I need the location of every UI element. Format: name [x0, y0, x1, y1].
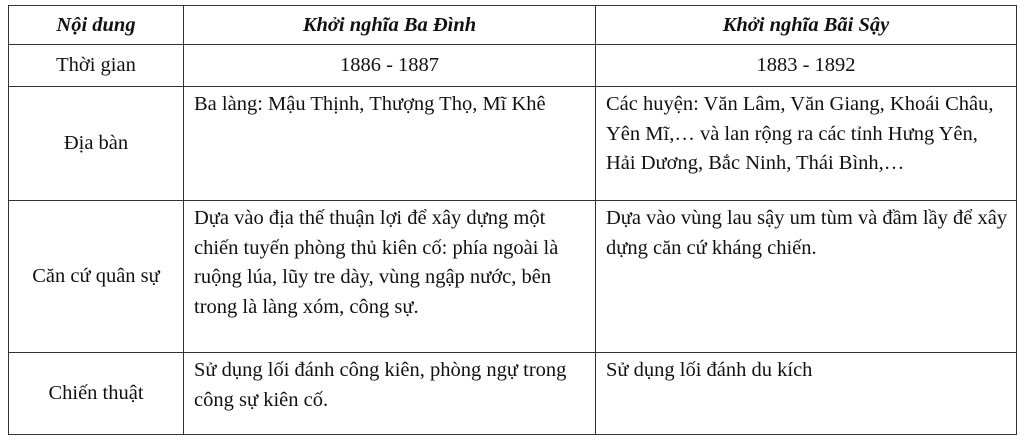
- header-row: [9, 6, 1017, 45]
- comparison-table: [8, 5, 1017, 435]
- row-label-tactics: Chiến thuật: [9, 353, 184, 435]
- cell-ba-dinh-tactics: Sử dụng lối đánh công kiên, phòng ngự trong công sự kiên cố.: [184, 353, 596, 435]
- cell-bai-say-time: 1883 - 1892: [596, 45, 1017, 87]
- cell-bai-say-tactics: Sử dụng lối đánh du kích: [596, 353, 1017, 435]
- table-row: [9, 45, 1017, 87]
- header-bai-say: Khởi nghĩa Bãi Sậy: [596, 6, 1017, 45]
- cell-ba-dinh-area: Ba làng: Mậu Thịnh, Thượng Thọ, Mĩ Khê: [184, 87, 596, 201]
- header-content: Nội dung: [9, 6, 184, 45]
- row-label-area: Địa bàn: [9, 87, 184, 201]
- cell-ba-dinh-base: Dựa vào địa thế thuận lợi để xây dựng một chiến tuyến phòng thủ kiên cố: phía ngoài là ruộng lúa, lũy tre dày, vùng ngập nước, bên trong là làng xóm, công sự.: [184, 201, 596, 353]
- cell-bai-say-area: Các huyện: Văn Lâm, Văn Giang, Khoái Châu, Yên Mĩ,… và lan rộng ra các tỉnh Hưng Yên, Hải Dương, Bắc Ninh, Thái Bình,…: [596, 87, 1017, 201]
- table-row: [9, 353, 1017, 435]
- cell-ba-dinh-time: 1886 - 1887: [184, 45, 596, 87]
- header-ba-dinh: Khởi nghĩa Ba Đình: [184, 6, 596, 45]
- table-row: [9, 201, 1017, 353]
- cell-bai-say-base: Dựa vào vùng lau sậy um tùm và đầm lầy để xây dựng căn cứ kháng chiến.: [596, 201, 1017, 353]
- row-label-base: Căn cứ quân sự: [9, 201, 184, 353]
- row-label-time: Thời gian: [9, 45, 184, 87]
- table-row: [9, 87, 1017, 201]
